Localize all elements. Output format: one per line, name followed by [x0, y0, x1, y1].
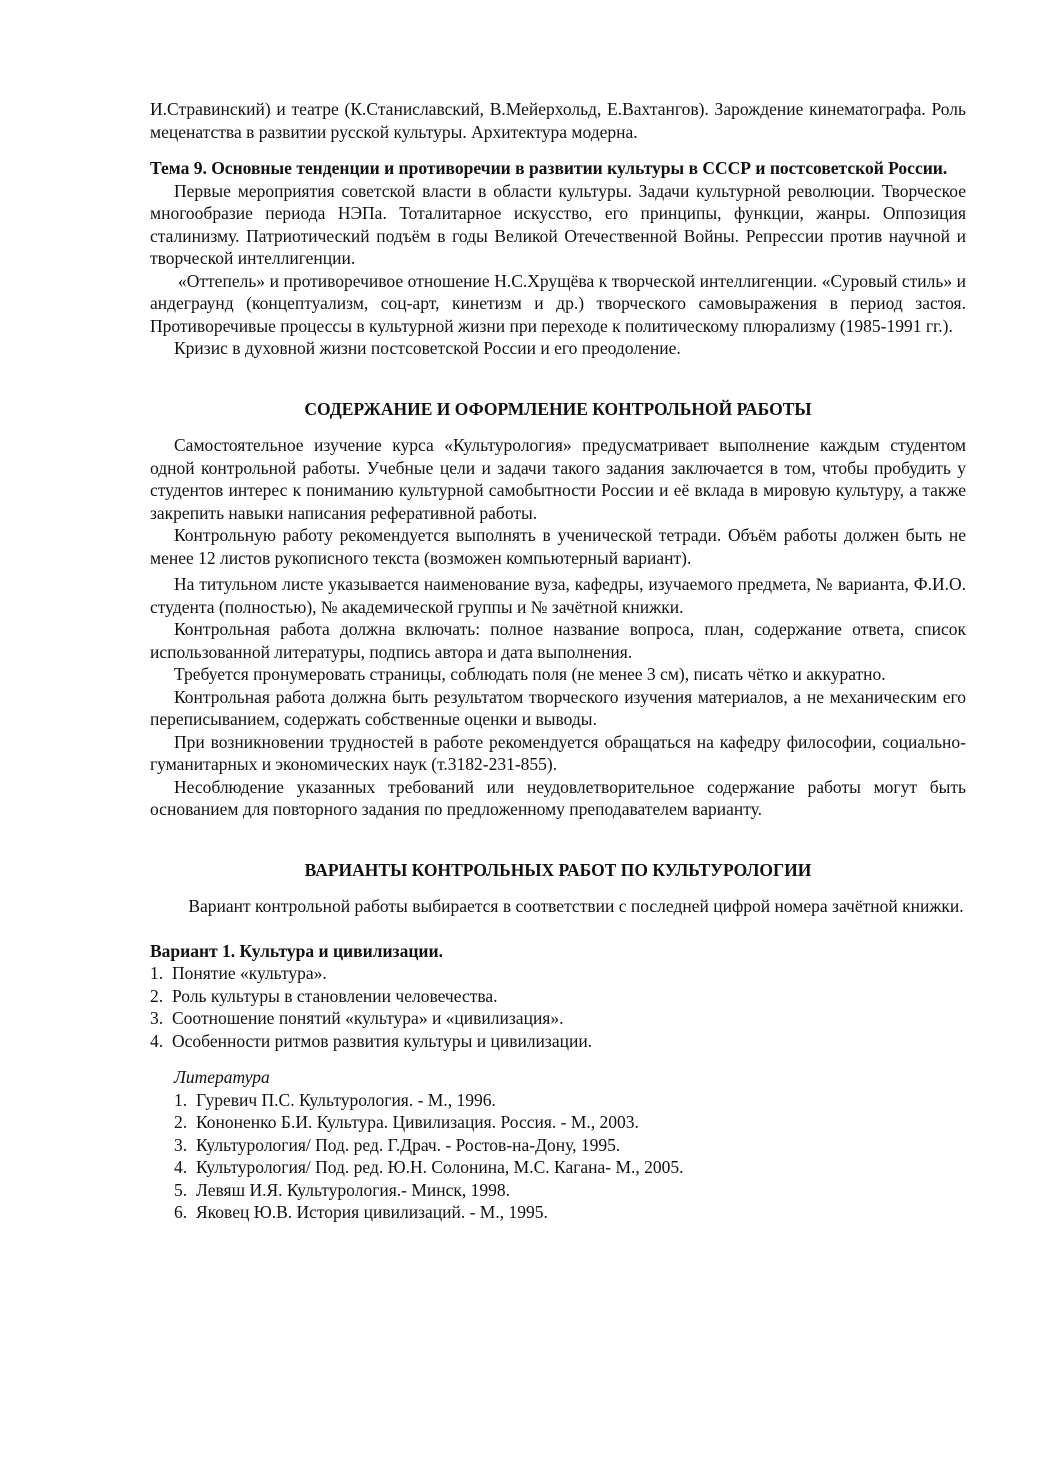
literature-block: [150, 1066, 966, 1224]
intro-paragraph: И.Стравинский) и театре (К.Станиславский, В.Мейерхольд, Е.Вахтангов). Зарождение кинематографа. Роль меценатства в развитии русской культуры. Архитектура модерна.: [150, 99, 966, 142]
list-item: [174, 1156, 966, 1179]
variant-1-title: Вариант 1. Культура и цивилизации.: [150, 940, 443, 961]
item-number: 5.: [174, 1179, 188, 1200]
content-paragraph-8: Несоблюдение указанных требований или неудовлетворительное содержание работы могут быть основанием для повторного задания по предложенному преподавателем варианту.: [150, 776, 966, 819]
list-item: [174, 1134, 966, 1157]
variant-1-questions: [150, 962, 966, 1052]
list-item: [174, 1089, 966, 1112]
list-item: [150, 962, 966, 985]
content-paragraph-5: Требуется пронумеровать страницы, соблюдать поля (не менее 3 см), писать чётко и аккуратно.: [174, 664, 886, 684]
item-text: Соотношение понятий «культура» и «цивилизация».: [172, 1008, 564, 1028]
item-number: 1.: [150, 963, 164, 983]
item-number: 4.: [174, 1157, 188, 1177]
item-text: Левяш И.Я. Культурология.- Минск, 1998.: [196, 1179, 511, 1200]
topic-9-paragraph-3: Кризис в духовной жизни постсоветской России и его преодоление.: [174, 338, 681, 358]
item-number: 4.: [150, 1030, 164, 1051]
topic-9-paragraph-2: «Оттепель» и противоречивое отношение Н.С.Хрущёва к творческой интеллигенции. «Суровый стиль» и андеграунд (концептуализм, соц-арт, кинетизм и др.) творческого самовыражения в период застоя. Противоречивые процессы в культурной жизни при переходе к политическому плюрализму (1985-1991 гг.).: [150, 270, 966, 336]
literature-heading: Литература: [174, 1067, 270, 1087]
content-paragraph-7: При возникновении трудностей в работе рекомендуется обращаться на кафедру философии, социально-гуманитарных и экономических наук (т.3182-231-855).: [150, 731, 966, 774]
list-item: [150, 1030, 966, 1053]
item-number: 3.: [174, 1134, 188, 1155]
item-number: 6.: [174, 1202, 188, 1222]
content-paragraph-4: Контрольная работа должна включать: полное название вопроса, план, содержание ответа, список использованной литературы, подпись автора и дата выполнения.: [150, 619, 966, 662]
item-text: Культурология/ Под. ред. Г.Драч. - Ростов-на-Дону, 1995.: [196, 1134, 621, 1155]
item-number: 3.: [150, 1008, 164, 1028]
list-item: [174, 1201, 966, 1224]
content-paragraph-6: Контрольная работа должна быть результатом творческого изучения материалов, а не механическим его переписыванием, содержать собственные оценки и выводы.: [150, 686, 966, 729]
content-paragraph-1: Самостоятельное изучение курса «Культурология» предусматривает выполнение каждым студентом одной контрольной работы. Учебные цели и задачи такого задания заключается в том, чтобы пробудить у студентов интерес к пониманию культурной самобытности России и её вклада в мировую культуру, а также закрепить навыки написания реферативной работы.: [150, 435, 966, 523]
list-item: [150, 1007, 966, 1030]
topic-9-title: Тема 9. Основные тенденции и противоречии в развитии культуры в СССР и постсоветской России.: [150, 158, 948, 178]
literature-list: [174, 1089, 966, 1224]
content-paragraph-2: Контрольную работу рекомендуется выполнять в ученической тетради. Объём работы должен быть не менее 12 листов рукописного текста (возможен компьютерный вариант).: [150, 525, 966, 568]
item-text: Гуревич П.С. Культурология. - М., 1996.: [196, 1089, 496, 1110]
item-number: 2.: [150, 985, 164, 1006]
item-number: 2.: [174, 1112, 188, 1132]
item-number: 1.: [174, 1089, 188, 1110]
content-section-title: СОДЕРЖАНИЕ И ОФОРМЛЕНИЕ КОНТРОЛЬНОЙ РАБОТЫ: [304, 398, 812, 419]
list-item: [174, 1111, 966, 1134]
item-text: Особенности ритмов развития культуры и цивилизации.: [172, 1030, 593, 1051]
list-item: [150, 985, 966, 1008]
item-text: Понятие «культура».: [172, 963, 327, 983]
item-text: Кононенко Б.И. Культура. Цивилизация. Россия. - М., 2003.: [196, 1112, 639, 1132]
item-text: Роль культуры в становлении человечества.: [172, 985, 498, 1006]
variants-section-title: ВАРИАНТЫ КОНТРОЛЬНЫХ РАБОТ ПО КУЛЬТУРОЛОГИИ: [304, 859, 812, 880]
item-text: Яковец Ю.В. История цивилизаций. - М., 1995.: [196, 1202, 548, 1222]
document-page: [150, 98, 966, 1224]
list-item: [174, 1179, 966, 1202]
topic-9-paragraph-1: Первые мероприятия советской власти в области культуры. Задачи культурной революции. Творческое многообразие периода НЭПа. Тоталитарное искусство, его принципы, функции, жанры. Оппозиция сталинизму. Патриотический подъём в годы Великой Отечественной Войны. Репрессии против научной и творческой интеллигенции.: [150, 180, 966, 268]
item-text: Культурология/ Под. ред. Ю.Н. Солонина, М.С. Кагана- М., 2005.: [196, 1157, 684, 1177]
variants-note: Вариант контрольной работы выбирается в соответствии с последней цифрой номера зачётной книжки.: [188, 896, 964, 916]
content-paragraph-3: На титульном листе указывается наименование вуза, кафедры, изучаемого предмета, № варианта, Ф.И.О. студента (полностью), № академической группы и № зачётной книжки.: [150, 574, 966, 617]
